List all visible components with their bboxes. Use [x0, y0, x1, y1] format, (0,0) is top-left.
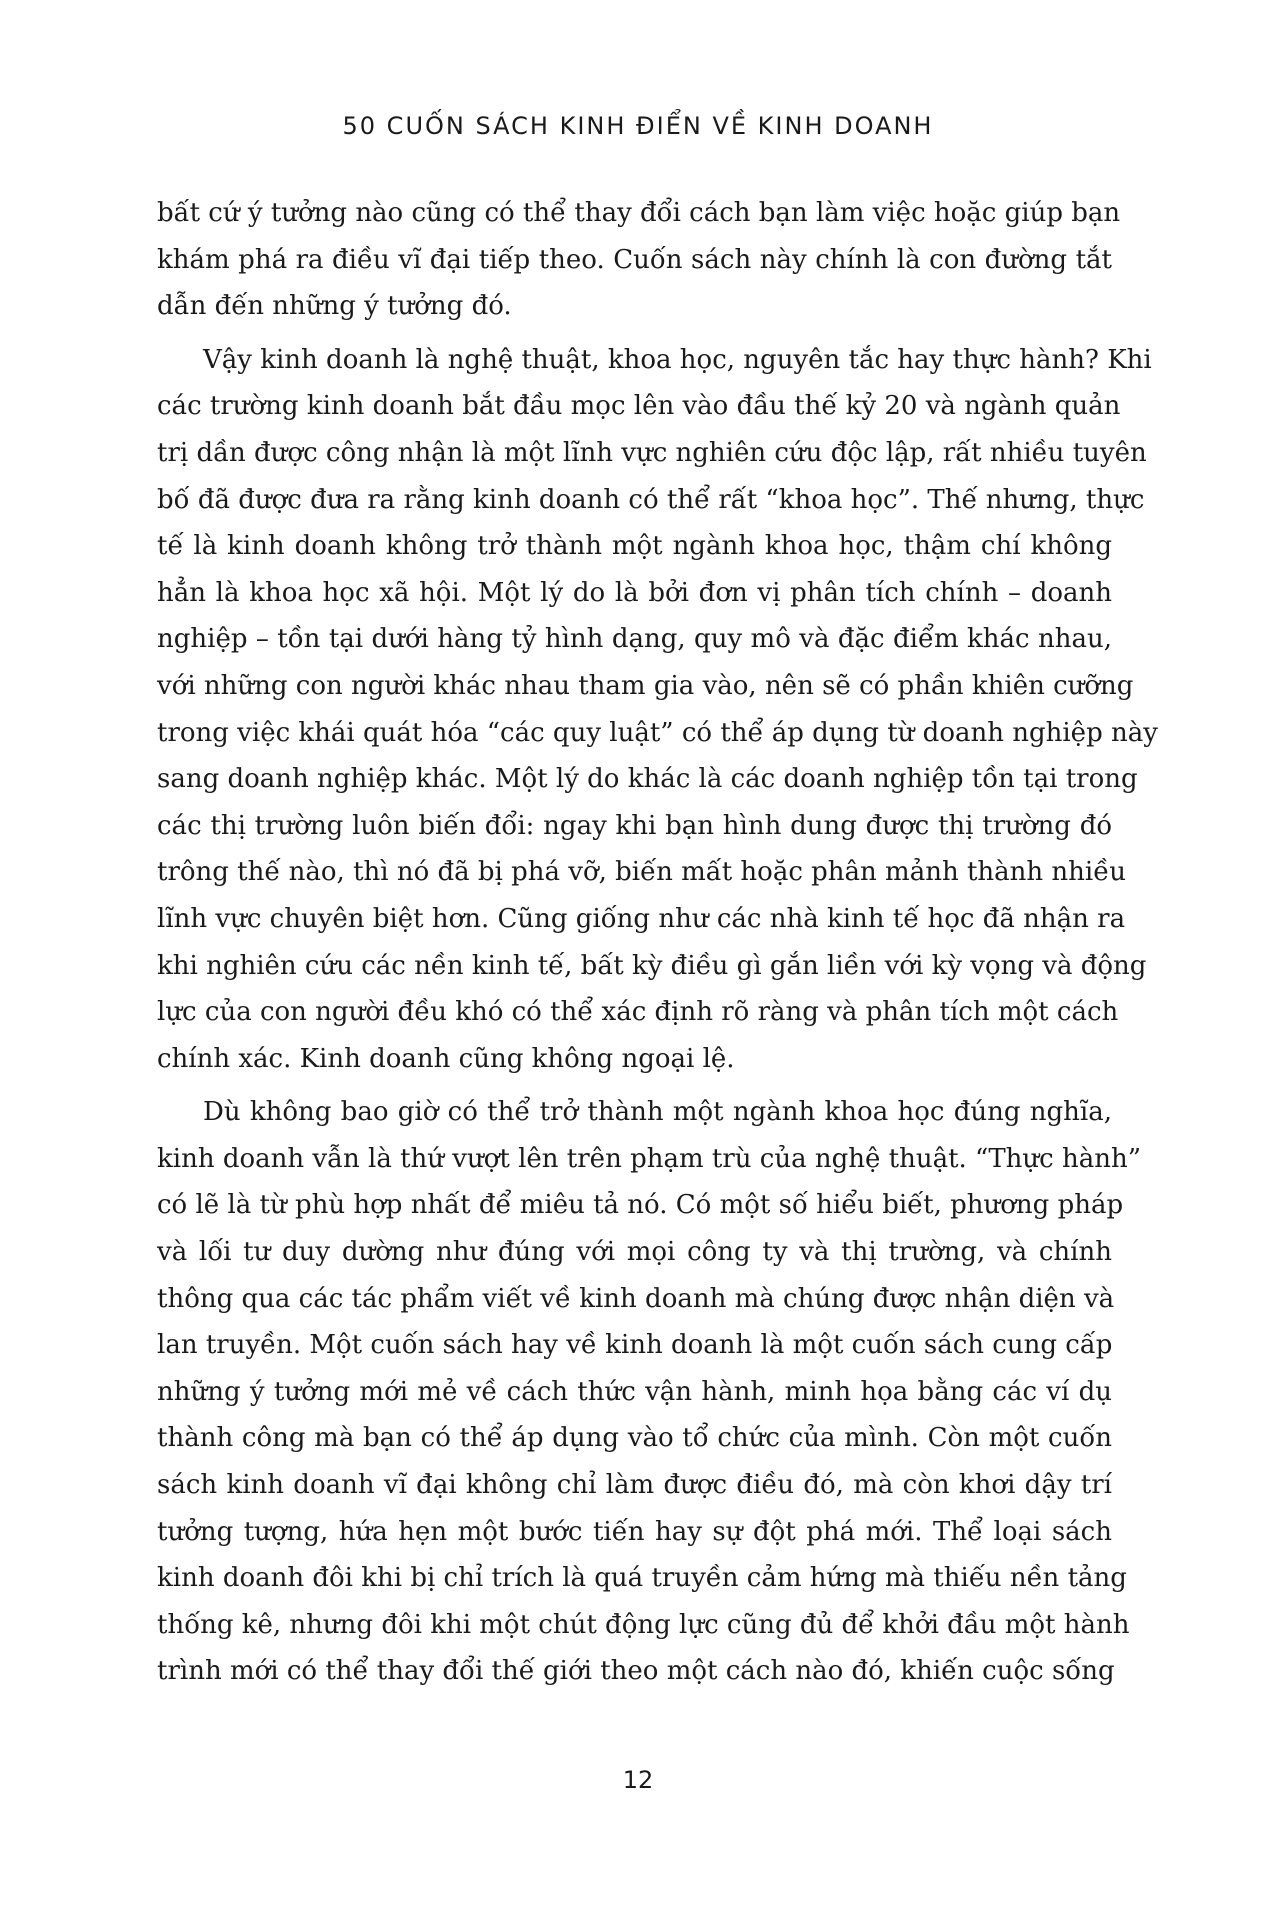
text-line: bất cứ ý tưởng nào cũng có thể thay đổi cách bạn làm việc hoặc giúp bạn [157, 198, 1121, 228]
text-line: Dù không bao giờ có thể trở thành một ngành khoa học đúng nghĩa, [203, 1097, 1112, 1128]
text-line: sách kinh doanh vĩ đại không chỉ làm được điều đó, mà còn khơi dậy trí [157, 1470, 1112, 1501]
text-line: khám phá ra điều vĩ đại tiếp theo. Cuốn sách này chính là con đường tắt [157, 244, 1112, 275]
text-line: kinh doanh đôi khi bị chỉ trích là quá truyền cảm hứng mà thiếu nền tảng [157, 1563, 1127, 1594]
text-line: kinh doanh vẫn là thứ vượt lên trên phạm trù của nghệ thuật. “Thực hành” [157, 1143, 1142, 1174]
running-header: 50 CUỐN SÁCH KINH ĐIỂN VỀ KINH DOANH [342, 112, 934, 140]
text-line: nghiệp – tồn tại dưới hàng tỷ hình dạng, quy mô và đặc điểm khác nhau, [157, 624, 1112, 655]
text-line: và lối tư duy dường như đúng với mọi công ty và thị trường, và chính [157, 1237, 1112, 1268]
text-line: các thị trường luôn biến đổi: ngay khi bạn hình dung được thị trường đó [157, 810, 1112, 841]
page-body [157, 190, 1158, 1702]
text-line: trông thế nào, thì nó đã bị phá vỡ, biến mất hoặc phân mảnh thành nhiều [157, 857, 1126, 888]
text-line: những ý tưởng mới mẻ về cách thức vận hành, minh họa bằng các ví dụ [157, 1376, 1112, 1407]
paragraph-2 [157, 337, 1158, 1083]
text-line: trình mới có thể thay đổi thế giới theo một cách nào đó, khiến cuộc sống [157, 1656, 1115, 1687]
text-line: khi nghiên cứu các nền kinh tế, bất kỳ điều gì gắn liền với kỳ vọng và động [157, 950, 1147, 981]
text-line: thông qua các tác phẩm viết về kinh doanh mà chúng được nhận diện và [157, 1283, 1115, 1314]
text-line: chính xác. Kinh doanh cũng không ngoại lệ. [157, 1043, 735, 1074]
text-line: bố đã được đưa ra rằng kinh doanh có thể rất “khoa học”. Thế nhưng, thực [157, 484, 1145, 515]
text-line: dẫn đến những ý tưởng đó. [157, 291, 512, 322]
text-line: lực của con người đều khó có thể xác định rõ ràng và phân tích một cách [157, 997, 1119, 1028]
text-line: tưởng tượng, hứa hẹn một bước tiến hay sự đột phá mới. Thể loại sách [157, 1516, 1112, 1547]
page-number: 12 [622, 1766, 654, 1794]
text-line: thống kê, nhưng đôi khi một chút động lực cũng đủ để khởi đầu một hành [157, 1609, 1130, 1640]
paragraph-1 [157, 190, 1121, 330]
text-line: lĩnh vực chuyên biệt hơn. Cũng giống như các nhà kinh tế học đã nhận ra [157, 903, 1126, 934]
text-line: Vậy kinh doanh là nghệ thuật, khoa học, nguyên tắc hay thực hành? Khi [203, 344, 1152, 375]
text-line: hẳn là khoa học xã hội. Một lý do là bởi đơn vị phân tích chính – doanh [157, 577, 1112, 608]
text-line: thành công mà bạn có thể áp dụng vào tổ chức của mình. Còn một cuốn [157, 1423, 1112, 1454]
text-line: các trường kinh doanh bắt đầu mọc lên vào đầu thế kỷ 20 và ngành quản [157, 391, 1121, 422]
text-line: tế là kinh doanh không trở thành một ngành khoa học, thậm chí không [157, 531, 1112, 562]
text-line: có lẽ là từ phù hợp nhất để miêu tả nó. Có một số hiểu biết, phương pháp [157, 1190, 1124, 1221]
text-line: trị dần được công nhận là một lĩnh vực nghiên cứu độc lập, rất nhiều tuyên [157, 437, 1147, 468]
paragraph-3 [157, 1089, 1142, 1695]
text-line: lan truyền. Một cuốn sách hay về kinh doanh là một cuốn sách cung cấp [157, 1330, 1113, 1361]
text-line: trong việc khái quát hóa “các quy luật” có thể áp dụng từ doanh nghiệp này [157, 717, 1158, 748]
text-line: sang doanh nghiệp khác. Một lý do khác là các doanh nghiệp tồn tại trong [157, 764, 1138, 795]
text-line: với những con người khác nhau tham gia vào, nên sẽ có phần khiên cưỡng [157, 670, 1134, 701]
